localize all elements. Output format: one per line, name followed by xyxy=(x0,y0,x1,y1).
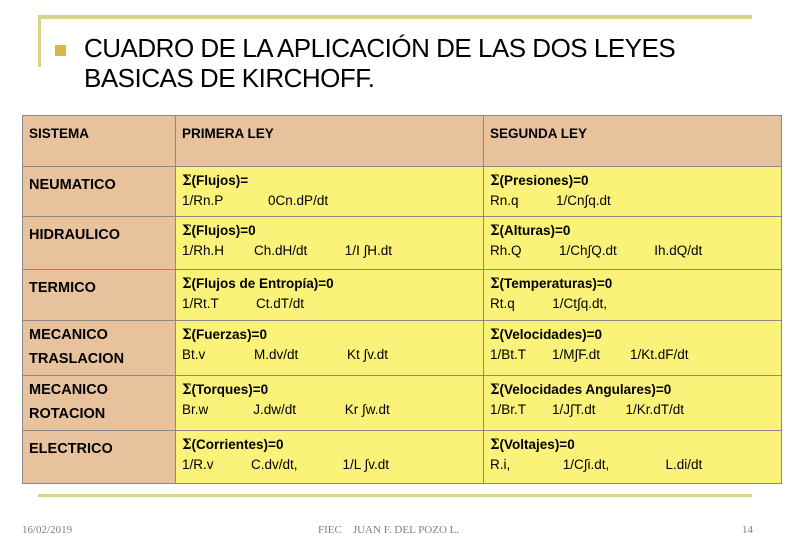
law-equation xyxy=(182,380,483,400)
law-equation xyxy=(490,435,781,455)
system-name-line: ELECTRICO xyxy=(29,441,113,457)
law-terms: Br.w J.dw/dt Kr ∫w.dt xyxy=(182,402,390,417)
kirchhoff-table xyxy=(22,115,782,484)
table-row xyxy=(23,321,782,376)
table-header-row xyxy=(23,116,782,167)
system-name-line: HIDRAULICO xyxy=(29,227,121,243)
segunda-ley-cell xyxy=(484,167,782,217)
law-equation-text: (Alturas)=0 xyxy=(499,223,571,238)
system-name-line: MECANICO xyxy=(29,382,108,398)
sigma-symbol: Σ xyxy=(182,223,192,239)
law-terms: Rh.Q 1/Ch∫Q.dt Ih.dQ/dt xyxy=(490,243,703,258)
header-segunda-ley: SEGUNDA LEY xyxy=(484,116,782,167)
sigma-symbol: Σ xyxy=(182,173,192,189)
law-terms: 1/Bt.T 1/M∫F.dt 1/Kt.dF/dt xyxy=(490,347,689,362)
segunda-ley-cell xyxy=(484,431,782,484)
law-equation-text: (Temperaturas)=0 xyxy=(499,276,613,291)
system-name-cell xyxy=(23,376,176,431)
title-bullet-icon xyxy=(55,45,66,56)
law-terms: Bt.v M.dv/dt Kt ∫v.dt xyxy=(182,347,389,362)
law-equation-text: (Flujos)=0 xyxy=(191,223,256,238)
law-terms: 1/Rh.H Ch.dH/dt 1/I ∫H.dt xyxy=(182,243,393,258)
footer-page-number: 14 xyxy=(742,524,753,536)
law-terms: 1/Rn.P 0Cn.dP/dt xyxy=(182,193,329,208)
law-terms: 1/Rt.T Ct.dT/dt xyxy=(182,296,305,311)
law-equation xyxy=(490,221,781,241)
table-row xyxy=(23,270,782,321)
footer-author: FIEC JUAN F. DEL POZO L. xyxy=(318,524,460,536)
header-sistema: SISTEMA xyxy=(23,116,176,167)
law-equation-text: (Corrientes)=0 xyxy=(191,437,284,452)
sigma-symbol: Σ xyxy=(182,276,192,292)
sigma-symbol: Σ xyxy=(490,173,500,189)
primera-ley-cell xyxy=(176,376,484,431)
law-equation xyxy=(182,435,483,455)
sigma-symbol: Σ xyxy=(490,382,500,398)
law-equation xyxy=(182,274,483,294)
system-name-cell xyxy=(23,217,176,270)
law-terms: R.i, 1/C∫i.dt, L.di/dt xyxy=(490,457,703,472)
primera-ley-cell xyxy=(176,270,484,321)
law-equation xyxy=(182,221,483,241)
law-equation-text: (Flujos)= xyxy=(191,173,249,188)
sigma-symbol: Σ xyxy=(490,276,500,292)
law-equation-text: (Flujos de Entropía)=0 xyxy=(191,276,334,291)
law-equation xyxy=(490,274,781,294)
law-equation-text: (Velocidades)=0 xyxy=(499,327,602,342)
segunda-ley-cell xyxy=(484,321,782,376)
law-equation-text: (Fuerzas)=0 xyxy=(191,327,267,342)
header-primera-ley: PRIMERA LEY xyxy=(176,116,484,167)
slide-title: CUADRO DE LA APLICACIÓN DE LAS DOS LEYES BASICAS DE KIRCHOFF. xyxy=(84,33,676,93)
top-decorative-line xyxy=(38,15,752,19)
footer-date: 16/02/2019 xyxy=(22,524,73,536)
sigma-symbol: Σ xyxy=(490,437,500,453)
law-terms: 1/Br.T 1/J∫T.dt 1/Kr.dT/dt xyxy=(490,402,685,417)
system-name-line: MECANICO xyxy=(29,327,108,343)
segunda-ley-cell xyxy=(484,217,782,270)
system-name-cell xyxy=(23,167,176,217)
primera-ley-cell xyxy=(176,431,484,484)
system-name-line: TERMICO xyxy=(29,280,96,296)
primera-ley-cell xyxy=(176,167,484,217)
law-equation-text: (Torques)=0 xyxy=(191,382,269,397)
table-row xyxy=(23,431,782,484)
law-equation xyxy=(182,325,483,345)
segunda-ley-cell xyxy=(484,376,782,431)
law-equation xyxy=(182,171,483,191)
sigma-symbol: Σ xyxy=(490,223,500,239)
primera-ley-cell xyxy=(176,321,484,376)
system-name-line: TRASLACION xyxy=(29,351,125,367)
law-equation-text: (Velocidades Angulares)=0 xyxy=(499,382,672,397)
law-terms: 1/R.v C.dv/dt, 1/L ∫v.dt xyxy=(182,457,390,472)
sigma-symbol: Σ xyxy=(182,382,192,398)
law-terms: Rt.q 1/Ct∫q.dt, xyxy=(490,296,607,311)
system-name-cell xyxy=(23,270,176,321)
sigma-symbol: Σ xyxy=(490,327,500,343)
law-equation xyxy=(490,380,781,400)
law-equation-text: (Presiones)=0 xyxy=(499,173,589,188)
system-name-line: ROTACION xyxy=(29,406,106,422)
law-terms: Rn.q 1/Cn∫q.dt xyxy=(490,193,611,208)
sigma-symbol: Σ xyxy=(182,437,192,453)
system-name-line: NEUMATICO xyxy=(29,177,116,193)
law-equation xyxy=(490,171,781,191)
bottom-decorative-line xyxy=(38,494,752,497)
system-name-cell xyxy=(23,431,176,484)
table-row xyxy=(23,167,782,217)
table-row xyxy=(23,376,782,431)
system-name-cell xyxy=(23,321,176,376)
law-equation xyxy=(490,325,781,345)
segunda-ley-cell xyxy=(484,270,782,321)
left-decorative-line xyxy=(38,15,41,67)
law-equation-text: (Voltajes)=0 xyxy=(499,437,575,452)
table-row xyxy=(23,217,782,270)
primera-ley-cell xyxy=(176,217,484,270)
sigma-symbol: Σ xyxy=(182,327,192,343)
